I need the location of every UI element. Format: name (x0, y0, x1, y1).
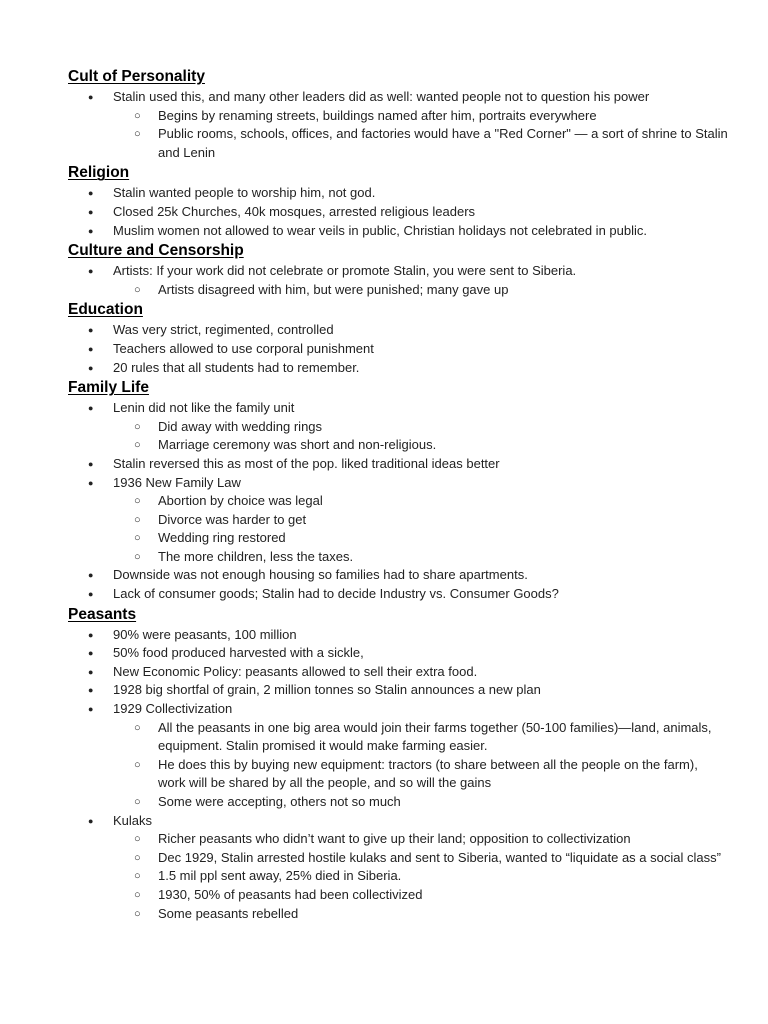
bullet-item: ● New Economic Policy: peasants allowed to sell their extra food. (68, 663, 728, 682)
section (68, 162, 728, 240)
bullet-list (68, 184, 728, 240)
bullet-item: ● 90% were peasants, 100 million (68, 626, 728, 645)
bullet-item: ● Lack of consumer goods; Stalin had to decide Industry vs. Consumer Goods? (68, 585, 728, 604)
section (68, 240, 728, 299)
bullet-item: ● 1928 big shortfal of grain, 2 million tonnes so Stalin announces a new plan (68, 681, 728, 700)
bullet-item: ● Stalin wanted people to worship him, not god. (68, 184, 728, 203)
sub-bullet-item: ○ Some were accepting, others not so much (68, 793, 728, 812)
section-heading: Culture and Censorship (68, 242, 244, 260)
sub-bullet-item: ○ Artists disagreed with him, but were punished; many gave up (68, 281, 728, 300)
section-heading: Peasants (68, 605, 137, 623)
sub-bullet-item: ○ The more children, less the taxes. (68, 548, 728, 567)
section-heading: Family Life (68, 379, 149, 397)
bullet-item: ● Downside was not enough housing so families had to share apartments. (68, 566, 728, 585)
sub-bullet-item: ○ Public rooms, schools, offices, and factories would have a "Red Corner" — a sort of shrine to Stalin and Lenin (68, 125, 728, 162)
bullet-list (68, 399, 728, 604)
bullet-item: ● Closed 25k Churches, 40k mosques, arrested religious leaders (68, 203, 728, 222)
sub-bullet-item: ○ Divorce was harder to get (68, 511, 728, 530)
bullet-list (68, 321, 728, 377)
bullet-list (68, 626, 728, 924)
bullet-list (68, 262, 728, 299)
bullet-item: ● Teachers allowed to use corporal punishment (68, 340, 728, 359)
section (68, 604, 728, 924)
sub-bullet-item: ○ Begins by renaming streets, buildings named after him, portraits everywhere (68, 107, 728, 126)
section-heading: Cult of Personality (68, 68, 205, 85)
sub-bullet-item: ○ Some peasants rebelled (68, 905, 728, 924)
sub-bullet-item: ○ 1.5 mil ppl sent away, 25% died in Siberia. (68, 867, 728, 886)
sub-bullet-item: ○ Marriage ceremony was short and non-religious. (68, 436, 728, 455)
sub-bullet-item: ○ Wedding ring restored (68, 529, 728, 548)
section (68, 299, 728, 377)
sub-bullet-item: ○ Abortion by choice was legal (68, 492, 728, 511)
bullet-item: ● Was very strict, regimented, controlled (68, 321, 728, 340)
section (68, 66, 728, 162)
bullet-list (68, 88, 728, 162)
bullet-item: ● 1936 New Family Law (68, 474, 728, 493)
sub-bullet-item: ○ He does this by buying new equipment: tractors (to share between all the people on the farm), work will be shared by all the people, and so will the gains (68, 756, 728, 793)
sub-bullet-item: ○ All the peasants in one big area would join their farms together (50-100 families)—land, animals, equipment. Stalin promised it would make farming easier. (68, 719, 728, 756)
section (68, 377, 728, 604)
section-heading: Education (68, 301, 143, 319)
sub-bullet-item: ○ Did away with wedding rings (68, 418, 728, 437)
bullet-item: ● Lenin did not like the family unit (68, 399, 728, 418)
bullet-item: ● 1929 Collectivization (68, 700, 728, 719)
bullet-item: ● 50% food produced harvested with a sickle, (68, 644, 728, 663)
bullet-item: ● Artists: If your work did not celebrate or promote Stalin, you were sent to Siberia. (68, 262, 728, 281)
bullet-item: ● Muslim women not allowed to wear veils in public, Christian holidays not celebrated in public. (68, 222, 728, 241)
sub-bullet-item: ○ Richer peasants who didn’t want to give up their land; opposition to collectivization (68, 830, 728, 849)
bullet-item: ● Kulaks (68, 812, 728, 831)
section-heading: Religion (68, 164, 130, 182)
bullet-item: ● Stalin used this, and many other leaders did as well: wanted people not to question his power (68, 88, 728, 107)
sub-bullet-item: ○ Dec 1929, Stalin arrested hostile kulaks and sent to Siberia, wanted to “liquidate as a social class” (68, 849, 728, 868)
sub-bullet-item: ○ 1930, 50% of peasants had been collectivized (68, 886, 728, 905)
bullet-item: ● 20 rules that all students had to remember. (68, 359, 728, 378)
bullet-item: ● Stalin reversed this as most of the pop. liked traditional ideas better (68, 455, 728, 474)
